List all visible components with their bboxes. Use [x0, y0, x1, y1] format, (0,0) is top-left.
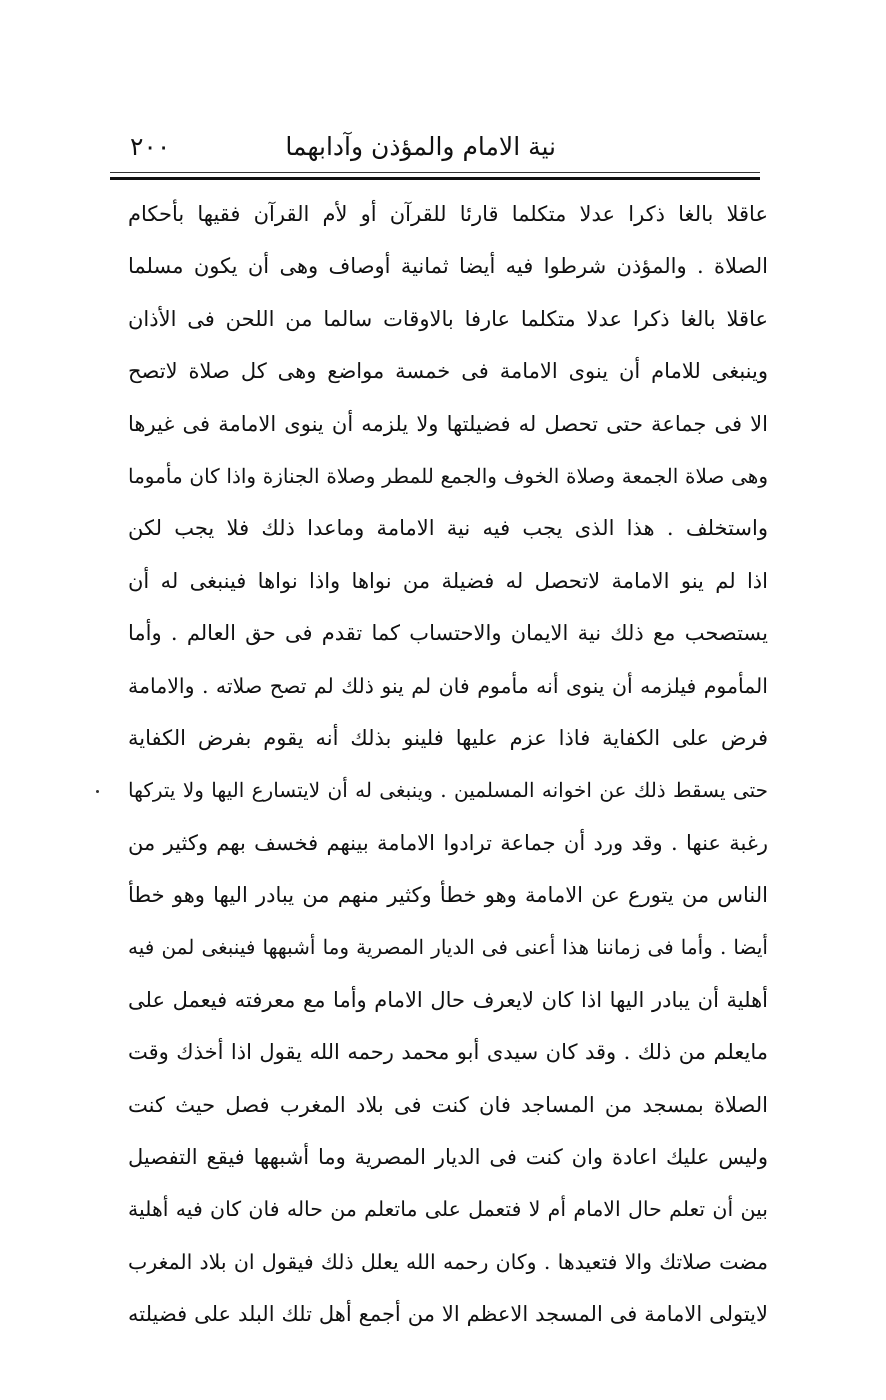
text-line: الصلاة بمسجد من المساجد فان كنت فى بلاد المغرب فصل حيث كنت	[128, 1092, 768, 1117]
text-line: أهلية أن يبادر اليها اذا كان لايعرف حال الامام وأما مع معرفته فيعمل على	[128, 987, 768, 1012]
text-line: عاقلا بالغا ذكرا عدلا متكلما عارفا بالاوقات سالما من اللحن فى الأذان	[128, 306, 768, 331]
text-line: لايتولى الامامة فى المسجد الاعظم الا من أجمع أهل تلك البلد على فضيلته	[128, 1302, 768, 1327]
text-line: اذا لم ينو الامامة لاتحصل له فضيلة من نواها واذا نواها فينبغى له أن	[128, 568, 768, 593]
header-title: نية الامام والمؤذن وآدابهما	[285, 132, 556, 161]
text-line: فرض على الكفاية فاذا عزم عليها فلينو بذلك أنه يقوم بفرض الكفاية	[128, 725, 768, 750]
page-number: ٢٠٠	[130, 132, 171, 161]
text-line: وينبغى للامام أن ينوى الامامة فى خمسة مواضع وهى كل صلاة لاتصح	[128, 359, 768, 384]
text-line: الا فى جماعة حتى تحصل له فضيلتها ولا يلزمه أن ينوى الامامة فى غيرها	[128, 411, 768, 436]
text-line: مضت صلاتك والا فتعيدها . وكان رحمه الله يعلل ذلك فيقول ان بلاد المغرب	[128, 1249, 768, 1274]
header-rule-thick	[110, 177, 760, 180]
text-line: وهى صلاة الجمعة وصلاة الخوف والجمع للمطر وصلاة الجنازة واذا كان مأموما	[128, 463, 768, 488]
header-rule-thin	[110, 172, 760, 173]
text-line: حتى يسقط ذلك عن اخوانه المسلمين . وينبغى له أن لايتسارع اليها ولا يتركها	[128, 778, 768, 803]
text-line: أيضا . وأما فى زماننا هذا أعنى فى الديار المصرية وما أشبهها فينبغى لمن فيه	[128, 935, 768, 960]
text-line: وليس عليك اعادة وان كنت فى الديار المصرية وما أشبهها فيقع التفصيل	[128, 1145, 768, 1170]
body-text	[128, 188, 768, 1341]
text-line: مايعلم من ذلك . وقد كان سيدى أبو محمد رحمه الله يقول اذا أخذك وقت	[128, 1040, 768, 1065]
running-header	[128, 128, 768, 168]
text-line: الصلاة . والمؤذن شرطوا فيه أيضا ثمانية أوصاف وهى أن يكون مسلما	[128, 254, 768, 279]
text-line: يستصحب مع ذلك نية الايمان والاحتساب كما تقدم فى حق العالم . وأما	[128, 621, 768, 646]
text-line: الناس من يتورع عن الامامة وهو خطأ وكثير منهم من يبادر اليها وهو خطأ	[128, 883, 768, 908]
text-line: رغبة عنها . وقد ورد أن جماعة ترادوا الامامة بينهم فخسف بهم وكثير من	[128, 830, 768, 855]
text-line: بين أن تعلم حال الامام أم لا فتعمل على ماتعلم من حاله فان كان فيه أهلية	[128, 1197, 768, 1222]
text-line: عاقلا بالغا ذكرا عدلا متكلما قارئا للقرآن أو لأم القرآن فقيها بأحكام	[128, 202, 768, 226]
text-line: المأموم فيلزمه أن ينوى أنه مأموم فان لم ينو ذلك لم تصح صلاته . والامامة	[128, 673, 768, 698]
scan-speck	[96, 790, 99, 793]
text-line: واستخلف . هذا الذى يجب فيه نية الامامة وماعدا ذلك فلا يجب لكن	[128, 516, 768, 541]
